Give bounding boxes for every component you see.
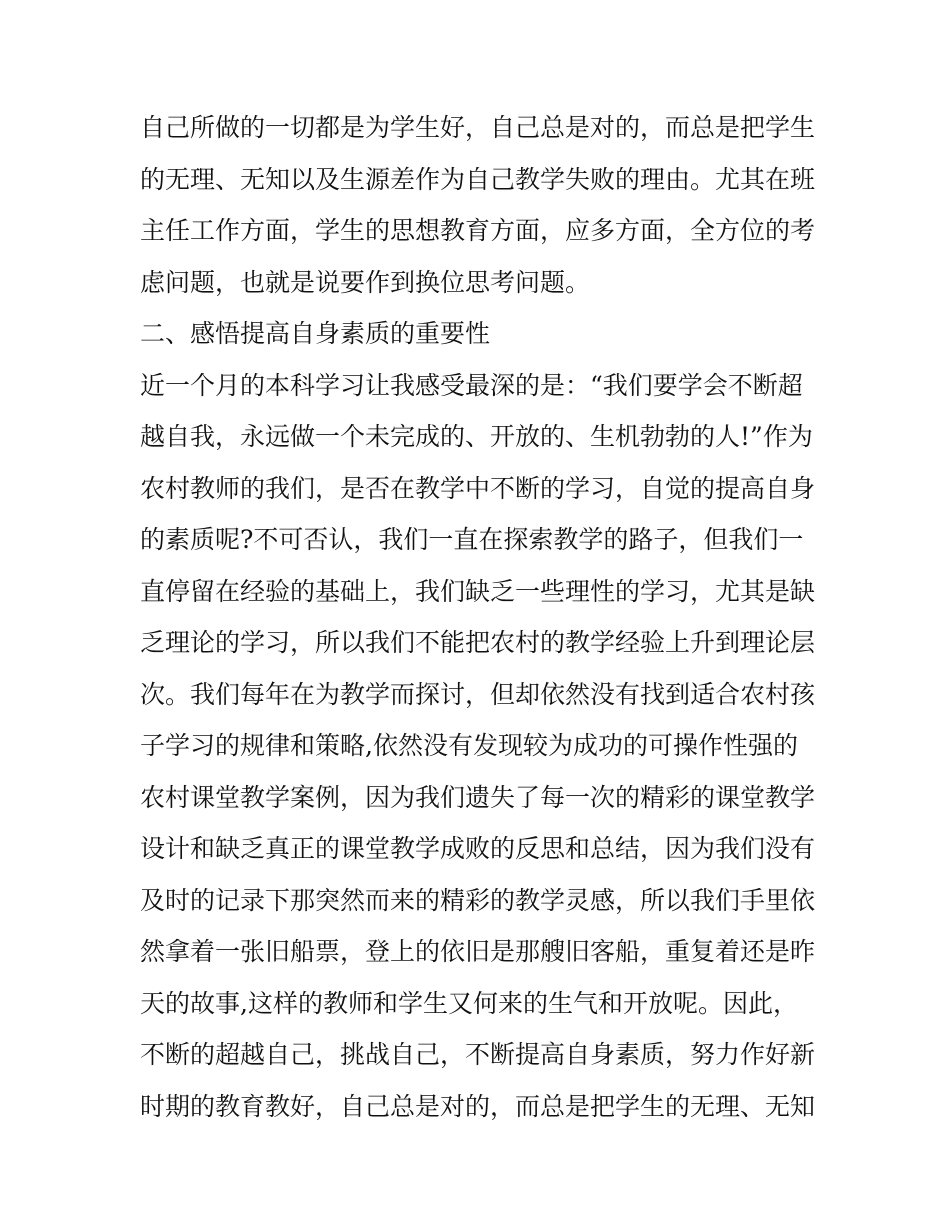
text-line: 越自我，永远做一个未完成的、开放的、生机勃勃的人!”作为 (140, 422, 813, 451)
text-line: 近一个月的本科学习让我感受最深的是：“我们要学会不断超 (140, 370, 803, 400)
text-line: 的无理、无知以及生源差作为自己教学失败的理由。尤其在班 (140, 164, 816, 194)
text-line: 的素质呢?不可否认，我们一直在探索教学的路子，但我们一 (140, 525, 804, 554)
text-line: 不断的超越自己，挑战自己，不断提高自身素质，努力作好新 (140, 1040, 816, 1069)
section-heading: 二、感悟提高自身素质的重要性 (140, 319, 491, 348)
text-line: 及时的记录下那突然而来的精彩的教学灵感，所以我们手里依 (140, 885, 816, 915)
text-line: 设计和缺乏真正的课堂教学成败的反思和总结，因为我们没有 (140, 834, 816, 863)
text-line: 然拿着一张旧船票，登上的依旧是那艘旧客船，重复着还是昨 (140, 937, 816, 966)
body-text (140, 102, 830, 1132)
text-line: 天的故事,这样的教师和学生又何来的生气和开放呢。因此， (140, 988, 798, 1018)
text-line: 虑问题，也就是说要作到换位思考问题。 (140, 267, 591, 297)
text-line: 次。我们每年在为教学而探讨，但却依然没有找到适合农村孩 (140, 679, 816, 709)
text-line: 乏理论的学习，所以我们不能把农村的教学经验上升到理论层 (140, 628, 816, 657)
text-line: 农村课堂教学案例，因为我们遗失了每一次的精彩的课堂教学 (140, 782, 816, 812)
text-line: 主任工作方面，学生的思想教育方面，应多方面，全方位的考 (140, 216, 816, 245)
text-line: 自己所做的一切都是为学生好，自己总是对的，而总是把学生 (140, 113, 816, 142)
text-line: 直停留在经验的基础上，我们缺乏一些理性的学习，尤其是缺 (140, 576, 816, 606)
text-line: 时期的教育教好，自己总是对的，而总是把学生的无理、无知 (140, 1091, 816, 1121)
text-line: 子学习的规律和策略,依然没有发现较为成功的可操作性强的 (140, 731, 798, 760)
text-line: 农村教师的我们，是否在教学中不断的学习，自觉的提高自身 (140, 473, 816, 503)
